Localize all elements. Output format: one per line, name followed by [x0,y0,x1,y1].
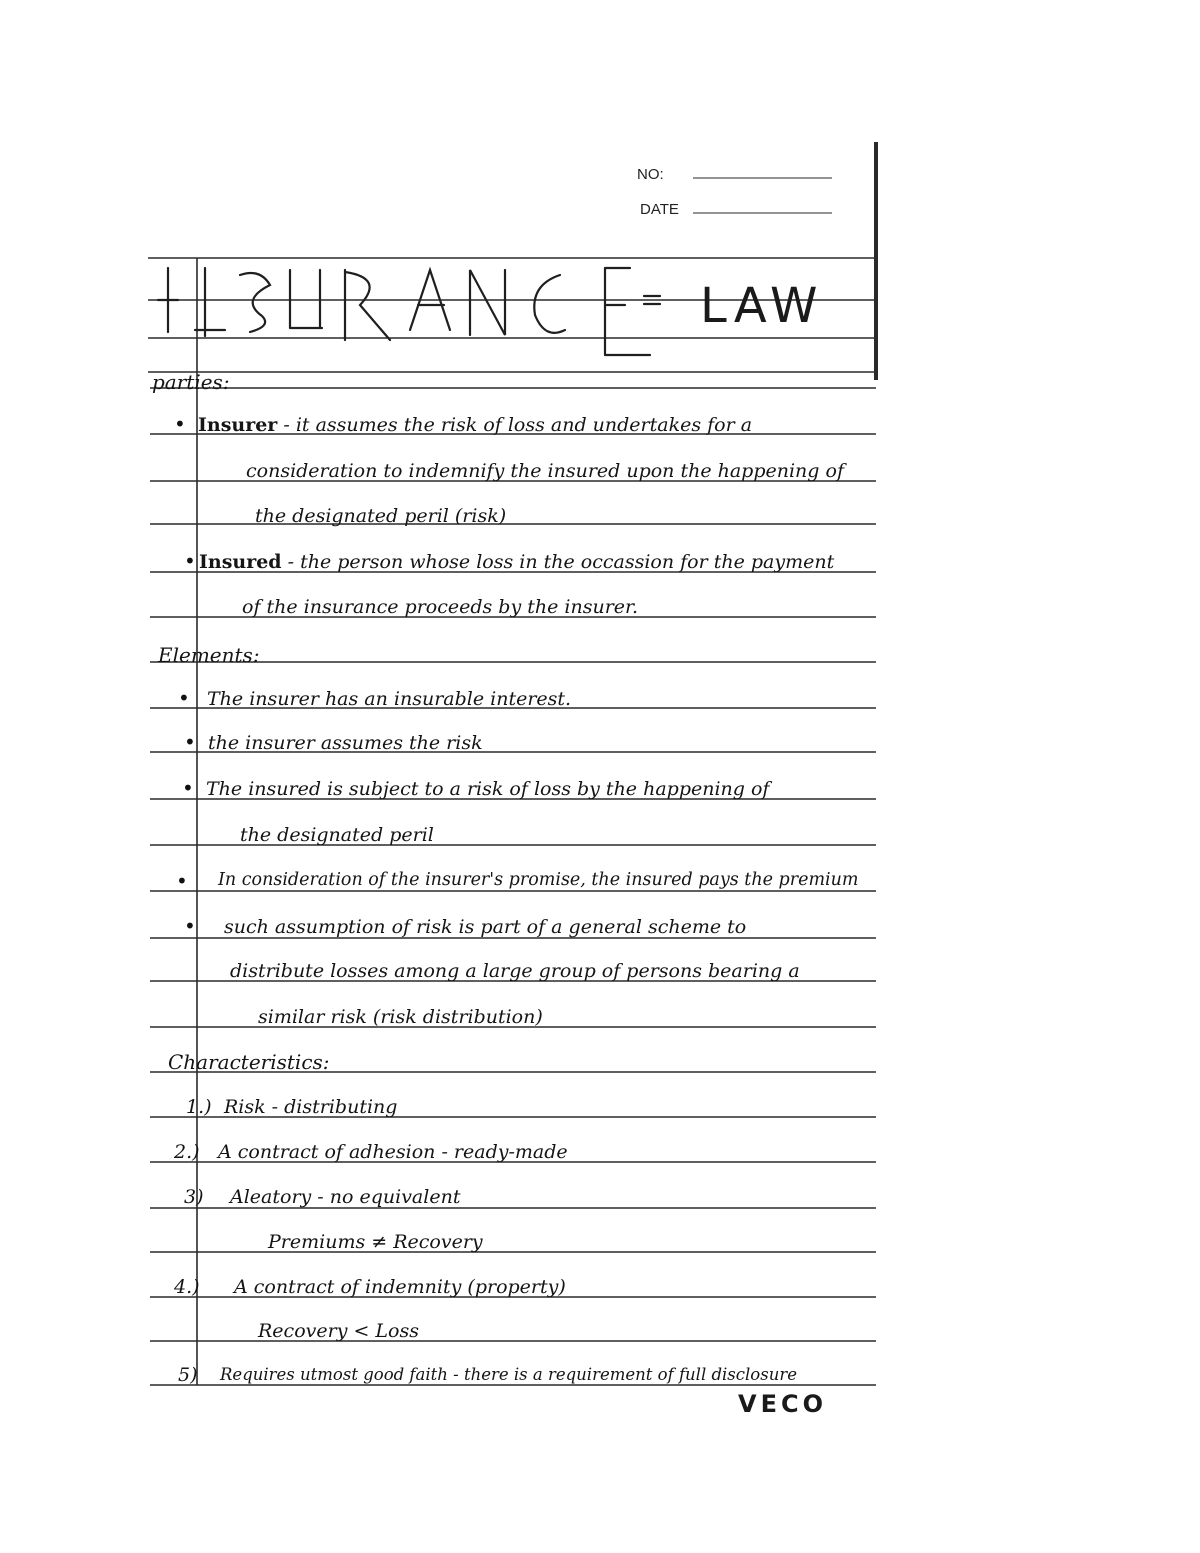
elements-heading: Elements: [158,643,260,667]
char-item-5: Requires utmost good faith - there is a requirement of full disclosure [220,1365,797,1384]
char-item-4-note: Recovery < Loss [258,1320,419,1342]
no-label: NO: [637,166,664,183]
insurer-line-1 [198,416,752,435]
insurer-line-3: the designated peril (risk) [255,505,507,527]
insured-def-1: - the person whose loss in the occassion for the payment [287,551,835,573]
element-item-5-cont-2: similar risk (risk distribution) [258,1006,543,1028]
element-item-2: the insurer assumes the risk [208,732,483,754]
char-item-1: Risk - distributing [224,1096,398,1118]
insurer-term: Insurer [198,414,278,436]
element-item-5-cont-1: distribute losses among a large group of persons bearing a [230,960,800,982]
characteristics-heading: Characteristics: [168,1050,330,1074]
bullet: • [184,730,196,754]
char-item-3: Aleatory - no equivalent [230,1186,461,1208]
bullet: • [178,686,190,710]
element-item-1: The insurer has an insurable interest. [207,688,572,710]
title-block-letters [158,268,660,355]
bullet: • [176,869,188,893]
char-num-1: 1.) [186,1096,212,1118]
date-label: DATE [640,201,679,218]
element-item-3-cont: the designated peril [240,824,434,846]
element-item-5: such assumption of risk is part of a general scheme to [224,916,747,938]
brand-logo: VECO [738,1390,827,1418]
element-item-4: In consideration of the insurer's promise, the insured pays the premium [218,870,859,890]
parties-heading: parties: [152,370,230,394]
insured-term: Insured [199,551,282,573]
insured-line-2: of the insurance proceeds by the insurer. [242,596,639,618]
bullet: • [184,549,196,573]
char-num-5: 5) [178,1364,198,1386]
insurer-line-2: consideration to indemnify the insured upon the happening of [246,460,844,482]
page-title: LAW [700,278,824,334]
char-num-3: 3) [184,1186,204,1208]
insurer-def-1: - it assumes the risk of loss and undertakes for a [283,414,753,436]
char-item-3-note: Premiums ≠ Recovery [268,1231,483,1253]
insured-line-1 [199,553,834,572]
char-item-2: A contract of adhesion - ready-made [218,1141,568,1163]
element-item-3: The insured is subject to a risk of loss by the happening of [206,778,770,800]
bullet: • [174,412,186,436]
char-num-4: 4.) [174,1276,200,1298]
bullet: • [182,776,194,800]
char-num-2: 2.) [174,1141,200,1163]
bullet: • [184,914,196,938]
char-item-4: A contract of indemnity (property) [234,1276,566,1298]
